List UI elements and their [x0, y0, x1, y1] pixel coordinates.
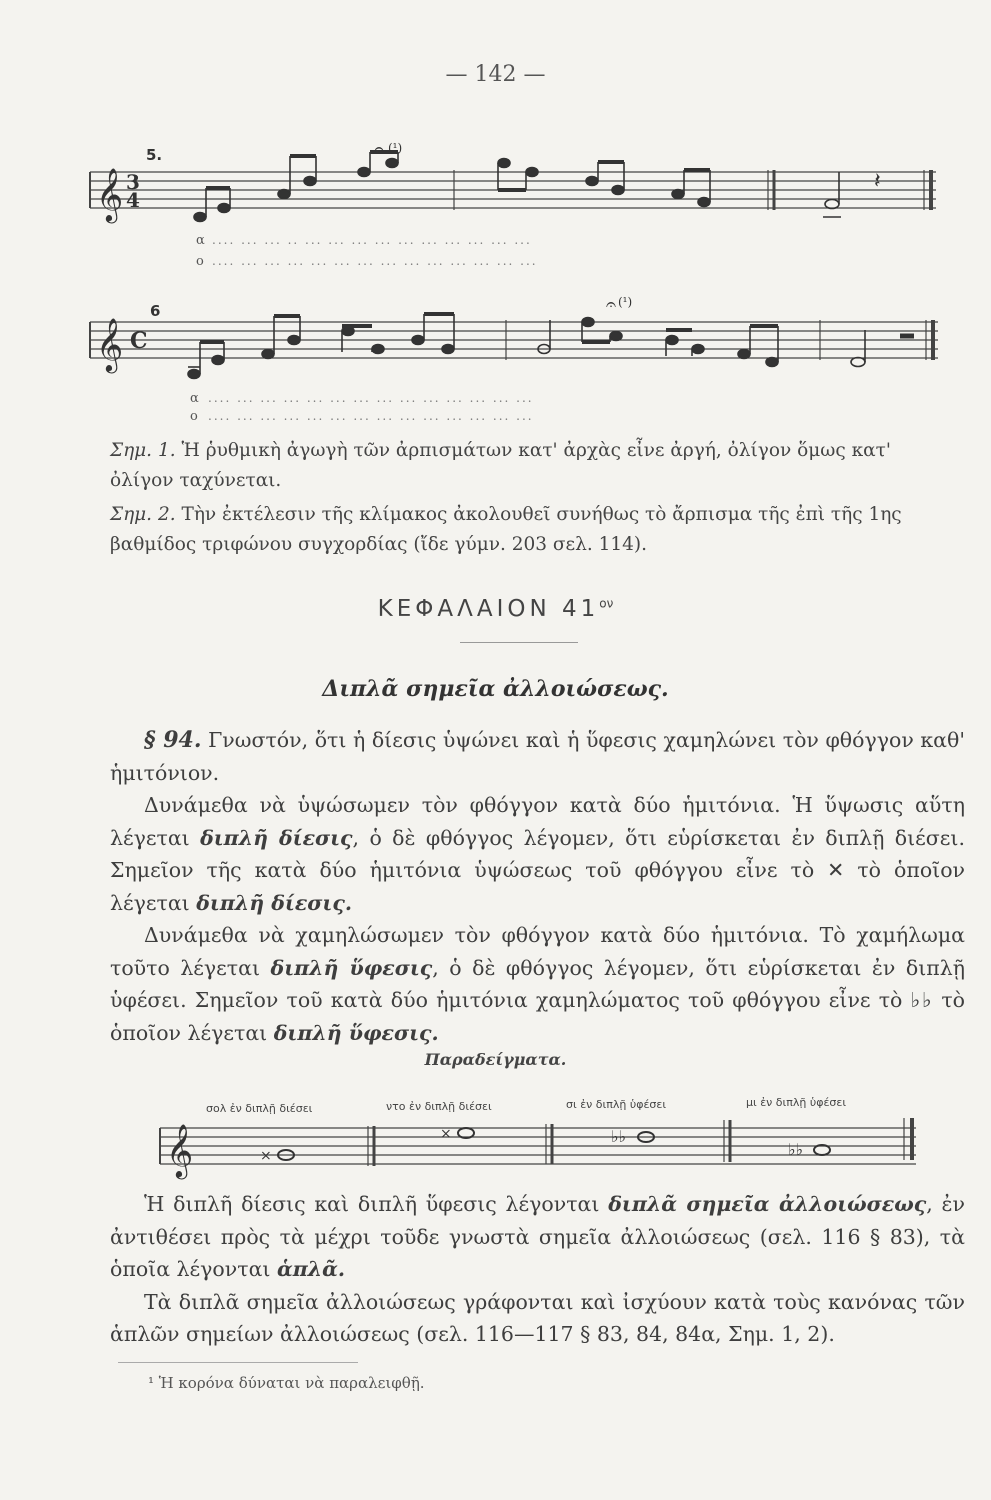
- note-label: Σημ. 2.: [110, 504, 176, 525]
- dots-o: .... ... ... ... ... ... ... ... ... ... ... ... ... ...: [212, 254, 538, 268]
- time-sig-top: 3: [126, 170, 140, 194]
- note-text: Τὴν ἐκτέλεσιν τῆς κλίμακος ἀκολουθεῖ συνήθως τὸ ἄρπισμα τῆς ἐπὶ τῆς 1ης βαθμίδος τριφώνου συγχορδίας (ἴδε γύμν. 203 σελ. 114).: [110, 504, 902, 555]
- double-sharp-icon: ×: [440, 1126, 452, 1142]
- section-number: § 94.: [144, 727, 202, 753]
- syllable-o: ο: [196, 254, 204, 269]
- double-flat-icon: ♭♭: [611, 1127, 627, 1146]
- footnote-divider: [118, 1362, 358, 1363]
- footnote: ¹ Ἡ κορόνα δύναται νὰ παραλειφθῇ.: [148, 1374, 425, 1392]
- note-1: [110, 436, 955, 496]
- paragraph-2: Δυνάμεθα νὰ ὑψώσωμεν τὸν φθόγγον κατὰ δύο ἡμιτόνια. Ἡ ὕψωσις αὕτη λέγεται διπλῆ δίεσις, ὁ δὲ φθόγγος λέγομεν, ὅτι εὑρίσκεται ἐν διπλῇ διέσει. Σημεῖον τῆς κατὰ δύο ἡμιτόνια ὑψώσεως τοῦ φθόγγου εἶνε τὸ ✕ τὸ ὁποῖον λέγεται διπλῆ δίεσις.: [110, 793, 965, 915]
- note-label: Σημ. 1.: [110, 440, 176, 461]
- fermata-icon: 𝄐: [606, 294, 617, 315]
- syllable-a: α: [190, 391, 199, 406]
- dots-o: .... ... ... ... ... ... ... ... ... ... ... ... ... ...: [208, 409, 534, 423]
- exercise-number: 5.: [146, 146, 163, 164]
- examples-title: Παραδείγματα.: [424, 1050, 567, 1069]
- double-flat-icon: ♭♭: [788, 1140, 804, 1159]
- quarter-rest-icon: 𝄽: [874, 169, 881, 194]
- treble-clef-icon: 𝄞: [166, 1123, 194, 1177]
- chapter-title: ΚΕΦΑΛΑΙΟΝ $41^{o\nu}$: [377, 596, 614, 622]
- closing-body: [110, 1188, 965, 1351]
- time-sig-bottom: 4: [126, 188, 140, 212]
- exercise-number: 6: [150, 302, 161, 320]
- note-2: [110, 500, 955, 560]
- note-text: Ἡ ῥυθμικὴ ἀγωγὴ τῶν ἀρπισμάτων κατ' ἀρχὰς εἶνε ἀργή, ὀλίγον ὅμως κατ' ὀλίγον ταχύνεται.: [110, 440, 891, 491]
- syllable-a: α: [196, 233, 205, 248]
- syllable-o: ο: [190, 409, 198, 424]
- chapter-divider: [460, 642, 578, 643]
- treble-clef-icon: 𝄞: [96, 167, 124, 221]
- section-94-body: [110, 724, 965, 1049]
- paragraph-1: § 94. Γνωστόν, ὅτι ἡ δίεσις ὑψώνει καὶ ἡ ὕφεσις χαμηλώνει τὸν φθόγγον καθ' ἡμιτόνιον.: [110, 727, 965, 785]
- common-time-icon: C: [130, 328, 148, 354]
- paragraph-3: Δυνάμεθα νὰ χαμηλώσωμεν τὸν φθόγγον κατὰ δύο ἡμιτόνια. Τὸ χαμήλωμα τοῦτο λέγεται διπλῆ ὕφεσις, ὁ δὲ φθόγγος λέγομεν, ὅτι εὑρίσκεται ἐν διπλῇ ὑφέσει. Σημεῖον τοῦ κατὰ δύο ἡμιτόνια χαμηλώματος τοῦ φθόγγου εἶνε τὸ ♭♭ τὸ ὁποῖον λέγεται διπλῆ ὕφεσις.: [110, 923, 965, 1045]
- treble-clef-icon: 𝄞: [96, 317, 124, 371]
- exercise-6-staff: [88, 292, 948, 427]
- fermata-icon: 𝄐: [374, 139, 385, 160]
- examples-staff: [156, 1080, 926, 1180]
- section-title: Διπλᾶ σημεῖα ἀλλοιώσεως.: [322, 676, 669, 702]
- fermata-footnote-mark: (¹): [388, 141, 403, 155]
- dots-a: .... ... ... .. ... ... ... ... ... ... ... ... ... ...: [212, 233, 532, 247]
- double-sharp-icon: ×: [260, 1148, 272, 1164]
- notes-group: [194, 152, 841, 222]
- paragraph-4: Ἡ διπλῆ δίεσις καὶ διπλῆ ὕφεσις λέγονται διπλᾶ σημεῖα ἀλλοιώσεως, ἐν ἀντιθέσει πρὸς τὰ μέχρι τοῦδε γνωστὰ σημεῖα ἀλλοιώσεως (σελ. 116 § 83), τὰ ὁποῖα λέγονται ἁπλᾶ.: [110, 1192, 965, 1281]
- example-label-2: ντο ἐν διπλῇ διέσει: [386, 1100, 492, 1113]
- notes-group: [188, 314, 914, 379]
- example-label-4: μι ἐν διπλῇ ὑφέσει: [746, 1096, 847, 1109]
- page-number: — 142 —: [445, 62, 546, 87]
- example-label-3: σι ἐν διπλῇ ὑφέσει: [566, 1098, 667, 1111]
- example-label-1: σολ ἐν διπλῇ διέσει: [206, 1102, 313, 1115]
- paragraph-5: Τὰ διπλᾶ σημεῖα ἀλλοιώσεως γράφονται καὶ ἰσχύουν κατὰ τοὺς κανόνας τῶν ἁπλῶν σημείων ἀλλοιώσεως (σελ. 116—117 § 83, 84, 84α, Σημ. 1, 2).: [110, 1289, 965, 1346]
- dots-a: .... ... ... ... ... ... ... ... ... ... ... ... ... ...: [208, 391, 534, 405]
- exercise-5-staff: [88, 130, 948, 280]
- fermata-footnote-mark: (¹): [618, 295, 633, 309]
